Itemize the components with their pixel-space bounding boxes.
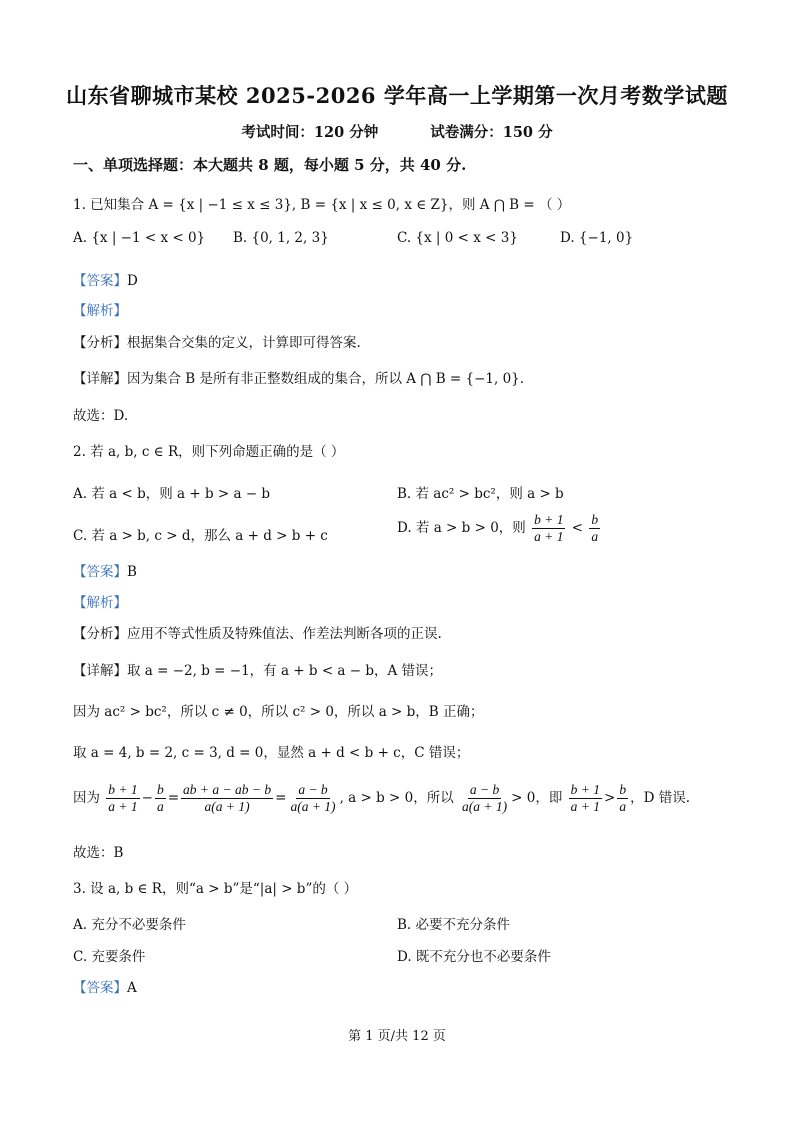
q2-option-a: A. 若 a < b，则 a + b > a − b [73,486,271,502]
q1-stem: 1. 已知集合 A = {x | −1 ≤ x ≤ 3}, B = {x | x ≤ 0, x ∈ Z}，则 A ⋂ B = （ ） [73,197,571,213]
q2-option-d-text: D. 若 a > b > 0，则 [397,520,526,536]
q2-conclusion: 故选：B [73,845,124,861]
q3-option-b: B. 必要不充分条件 [397,917,511,933]
q1-conclusion: 故选：D. [73,408,129,424]
q1-option-b: B. {0, 1, 2, 3} [233,230,329,246]
exam-info [0,121,794,142]
q1-answer [73,269,138,289]
detail-d-mid2: > 0，即 [511,790,563,806]
answer-tag: 【答案】 [73,564,127,580]
q2-detail-d: 因为 $\frac{b + 1}{a + 1}$ − $\frac{b}{a}$ = $\frac{ab + a - ab - b}{a(a + 1)}$ = $\frac{a - b}{a(a + 1)}$ , a > b > 0，所以 $\frac{a - b}{a(a + 1)}$ > 0，即 $\frac{b + 1}{a + 1}$ > $\frac{b}{a}$ ，D 错误. [73,782,690,814]
q1-analysis: 【分析】根据集合交集的定义，计算即可得答案. [73,335,361,351]
exam-time: 考试时间：120 分钟 [241,124,379,141]
q2-analysis: 【分析】应用不等式性质及特殊值法、作差法判断各项的正误. [73,626,442,642]
q1-analysis-tag: 【解析】 [73,303,127,319]
q2-detail-a: 【详解】取 a = −2, b = −1，有 a + b < a − b，A 错误； [73,663,443,679]
q3-option-a: A. 充分不必要条件 [73,917,186,933]
q2-option-d: D. 若 a > b > 0，则 $\frac{b + 1}{a + 1}$ < $\frac{b}{a}$ [397,512,599,544]
q3-answer [73,976,137,996]
answer-value: B [127,564,137,580]
full-score: 试卷满分：150 分 [430,124,553,141]
q1-option-c: C. {x | 0 < x < 3} [397,230,518,246]
fraction-b-a: $\frac{b}{a}$ [591,512,599,544]
q2-option-b: B. 若 ac² > bc²，则 a > b [397,486,564,502]
q2-option-c: C. 若 a > b, c > d，那么 a + d > b + c [73,528,328,544]
page-number: 第 1 页/共 12 页 [348,1029,446,1044]
q2-detail-b: 因为 ac² > bc²，所以 c ≠ 0，所以 c² > 0，所以 a > b，B 正确； [73,704,484,720]
answer-tag: 【答案】 [73,980,127,996]
answer-tag: 【答案】 [73,273,127,289]
q2-stem: 2. 若 a, b, c ∈ R，则下列命题正确的是（ ） [73,444,345,460]
q2-answer [73,560,137,580]
q1-detail: 【详解】因为集合 B 是所有非正整数组成的集合，所以 A ⋂ B = {−1, 0}. [73,371,525,387]
q1-option-a: A. {x | −1 < x < 0} [73,230,206,246]
page-title: 山东省聊城市某校 2025-2026 学年高一上学期第一次月考数学试题 [66,83,728,108]
detail-d-suffix: ，D 错误. [630,790,690,806]
q3-stem: 3. 设 a, b ∈ R，则“a > b”是“|a| > b”的（ ） [73,881,358,897]
detail-d-mid: a > b > 0，所以 [348,790,454,806]
answer-value: A [127,980,137,996]
q3-option-c: C. 充要条件 [73,949,146,965]
q2-analysis-tag: 【解析】 [73,595,127,611]
section-heading: 一、单项选择题：本大题共 8 题，每小题 5 分，共 40 分. [73,156,467,174]
q3-option-d: D. 既不充分也不必要条件 [397,949,551,965]
q1-option-d: D. {−1, 0} [560,230,634,246]
fraction-b1-a1: $\frac{b + 1}{a + 1}$ [534,512,564,544]
detail-d-prefix: 因为 [73,790,100,806]
answer-value: D [127,273,138,289]
q2-detail-c: 取 a = 4, b = 2, c = 3, d = 0，显然 a + d < b + c，C 错误； [73,745,470,761]
